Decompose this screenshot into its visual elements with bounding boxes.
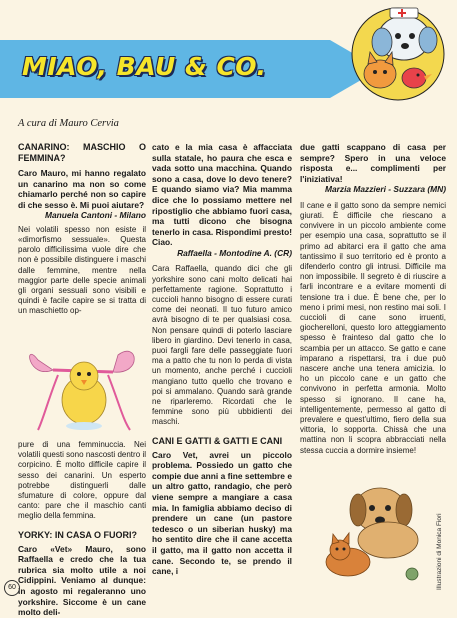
column-curator: A cura di Mauro Cervia [18, 118, 119, 129]
letter-cats-dogs-part2: due gatti scappano di casa per sempre? Spero in una veloce risposta e... complimenti per l'iniziativa! [300, 142, 446, 184]
column-1-continued [18, 440, 146, 618]
puppy-and-kitten-illustration [318, 470, 436, 588]
letter-canary: Caro Mauro, mi hanno regalato un canarino ma non so come chiamarlo perché non so capire di che sesso è. Mi puoi aiutare? [18, 168, 146, 210]
answer-canary-part1: Nei volatili spesso non esiste il «dimorfismo sessuale». Questa parolo difficilissima vuole dire che non è possibile distinguere i maschi dalle femmine, mentre nella maggior parte delle specie animali gli organi sessuali sono visibili e quindi è facile capire se si tratta di un maschietto op- [18, 224, 146, 316]
page-number: 60 [4, 580, 20, 596]
answer-canary-part2: pure di una femminuccia. Nei volatili questi sono nascosti dentro il corpicino. È molto difficile capire il sesso dei canarini. Un esperto potrebbe distinguerli dalle sfumature di colore, oppure dal canto: pare che il maschio canti meglio della femmina. [18, 440, 146, 521]
heading-cats-dogs: CANI E GATTI & GATTI E CANI [152, 435, 283, 446]
letter-cats-dogs-part1: Caro Vet, avrei un piccolo problema. Possiedo un gatto che compie due anni a fine settembre e un altro gatto, randagio, che però viene sempre a mangiare a casa mia. In famiglia abbiamo deciso di prendere un cane (un pastore tedesco o un siberian husky) ma ho sentito dire che il cane accetta il gatto, ma il gatto non accetta il cane. Secondo te, se prendo il cane, i [152, 449, 292, 577]
column-1 [18, 142, 146, 317]
heading-yorky: YORKY: IN CASA O FUORI? [18, 529, 137, 540]
letter-yorky-part2: cato e la mia casa è affacciata sulla statale, ho paura che esca e vada sotto una macchina. Quando sono a casa, dove lo devo tenere? E quando siamo via? Mia mamma dice che lo possiamo mettere nel ripostiglio che abbiamo fuori casa, ma tutti dicono che bisogna tenerlo in casa. Rispondimi presto! Ciao. [152, 142, 292, 248]
heading-canary: CANARINO: MASCHIO O FEMMINA? [18, 142, 146, 163]
column-3 [300, 142, 446, 456]
answer-cats-dogs: Il cane e il gatto sono da sempre nemici giurati. È difficile che riescano a convivere in un piccolo ambiente come per esempio una casa, soprattutto se il primo ad abitarci era il gatto che ama tantissimo il suo territorio ed è pronto a difenderlo contro gli intrusi. Difficile ma non impossibile. Il segreto è di riuscire a farli incontrare e a evitare momenti di tensione tra i due. È bene che, per lo meno i primi mesi, non restino mai soli. I cuccioli di cane sono irruenti, giocherelloni, questo loro atteggiamento spesso è frainteso dal gatto che lo scambia per un attacco. Se gatto e cane imparano a rispettarsi, tra i due può nascere anche una tenera amicizia. Io ho un piccolo cane e un gatto che convivono in perfetta armonia. Molto spesso si ignorano. Il cane ha, intelligentemente, permesso al gatto di prevalere e quest'ultimo, fiero della sua vittoria, lo sopporta. Chissà che una mattina non li scopra abbracciati nella stessa cuccia a dormire insieme! [300, 200, 446, 455]
answer-yorky: Cara Raffaella, quando dici che gli yorkshire sono cani molto delicati hai perfettamente ragione. Soprattutto i cuccioli hanno bisogno di essere curati come dei neonati. Il tuo futuro amico avrà bisogno di te per qualsiasi cosa. Non pensare quindi di poterlo lasciare libero in giardino. Devi tenerlo in casa, puoi fargli fare delle passeggiate fuori ma a patto che tu non lo perda di vista un momento, anche perché i cuccioli mangiano tutto quello che trovano e poi si ammalano. Quando sarà grande ne riparleremo. Ricordati che le femmine sono più ubbidienti dei maschi. [152, 264, 292, 427]
signature-marzia: Marzia Mazzieri - Suzzara (MN) [325, 184, 446, 195]
illustration-credit: Illustrazioni di Monica Fiori [436, 513, 443, 590]
signature-manuela: Manuela Cantoni - Milano [45, 210, 146, 221]
signature-raffaella: Raffaella - Montodine A. (CR) [177, 247, 292, 258]
letter-yorky-part1: Caro «Vet» Mauro, sono Raffaella e credo che la tua rubrica sia molto utile a noi Cidippini. Veniamo al dunque: in agosto mi regaleranno uno yorkshire. Siccome è un cane molto deli- [18, 543, 146, 618]
chick-with-bow-illustration [18, 330, 148, 438]
column-title: MIAO, BAU & CO. [22, 52, 267, 81]
dog-cat-mascot-illustration [340, 2, 452, 102]
column-2 [152, 142, 292, 577]
